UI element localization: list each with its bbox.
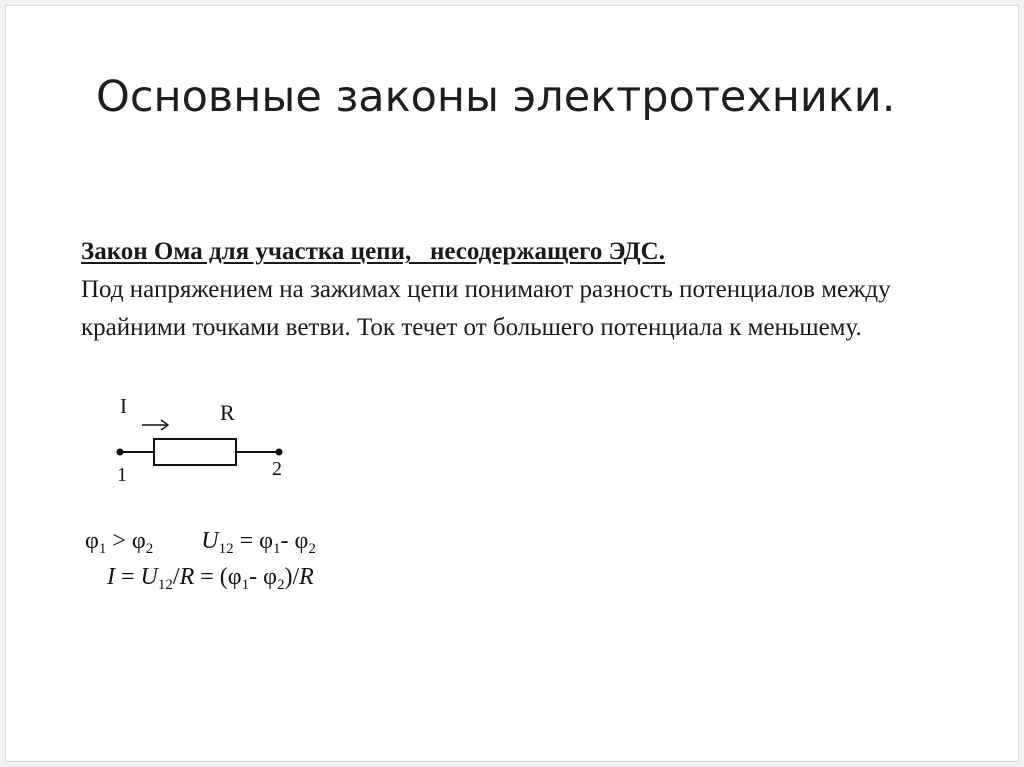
operator: - — [249, 564, 264, 590]
phi-symbol: φ — [259, 528, 274, 554]
current-symbol: I — [107, 564, 115, 590]
formula-row-1 — [85, 523, 316, 559]
operator: > — [106, 528, 132, 554]
node-2-dot — [276, 449, 283, 456]
current-label: I — [120, 394, 127, 418]
law-heading: Закон Ома для участка цепи, несодержащего ЭДС. — [81, 238, 665, 265]
phi-symbol: φ — [85, 528, 99, 554]
node-1-dot — [117, 449, 124, 456]
content-block — [81, 233, 961, 347]
resistance-symbol: R — [179, 564, 195, 590]
paren: ( — [219, 564, 228, 590]
resistor-label: R — [220, 400, 235, 425]
slide — [5, 5, 1019, 762]
operator: = — [233, 528, 260, 554]
subscript: 12 — [218, 541, 234, 557]
voltage-symbol: U — [140, 564, 158, 590]
formula-row-2 — [85, 559, 316, 595]
phi-symbol: φ — [263, 564, 277, 590]
operator: = — [115, 564, 141, 590]
circuit-diagram — [106, 391, 306, 491]
voltage-symbol: U — [201, 528, 219, 554]
resistor — [154, 439, 236, 465]
subscript: 2 — [277, 577, 285, 593]
slide-title: Основные законы электротехники. — [96, 72, 896, 122]
subscript: 2 — [308, 541, 316, 557]
node-1-label: 1 — [117, 464, 127, 486]
operator: - — [280, 528, 295, 554]
subscript: 1 — [98, 541, 107, 557]
subscript: 1 — [273, 541, 281, 557]
node-2-label: 2 — [272, 458, 282, 480]
law-description: Под напряжением на зажимах цепи понимают разность потенциалов между крайними точками ветви. Ток течет от большего потенциала к меньшему. — [81, 276, 891, 341]
phi-symbol: φ — [131, 528, 146, 554]
subscript: 2 — [145, 541, 154, 557]
operator: / — [292, 564, 300, 590]
paren: ) — [284, 564, 293, 590]
operator: / — [172, 564, 180, 590]
phi-symbol: φ — [227, 564, 242, 590]
operator: = — [194, 564, 220, 590]
subscript: 12 — [157, 577, 173, 593]
phi-symbol: φ — [294, 528, 309, 554]
resistance-symbol: R — [299, 564, 314, 590]
formulas — [85, 523, 316, 595]
subscript: 1 — [241, 577, 250, 593]
